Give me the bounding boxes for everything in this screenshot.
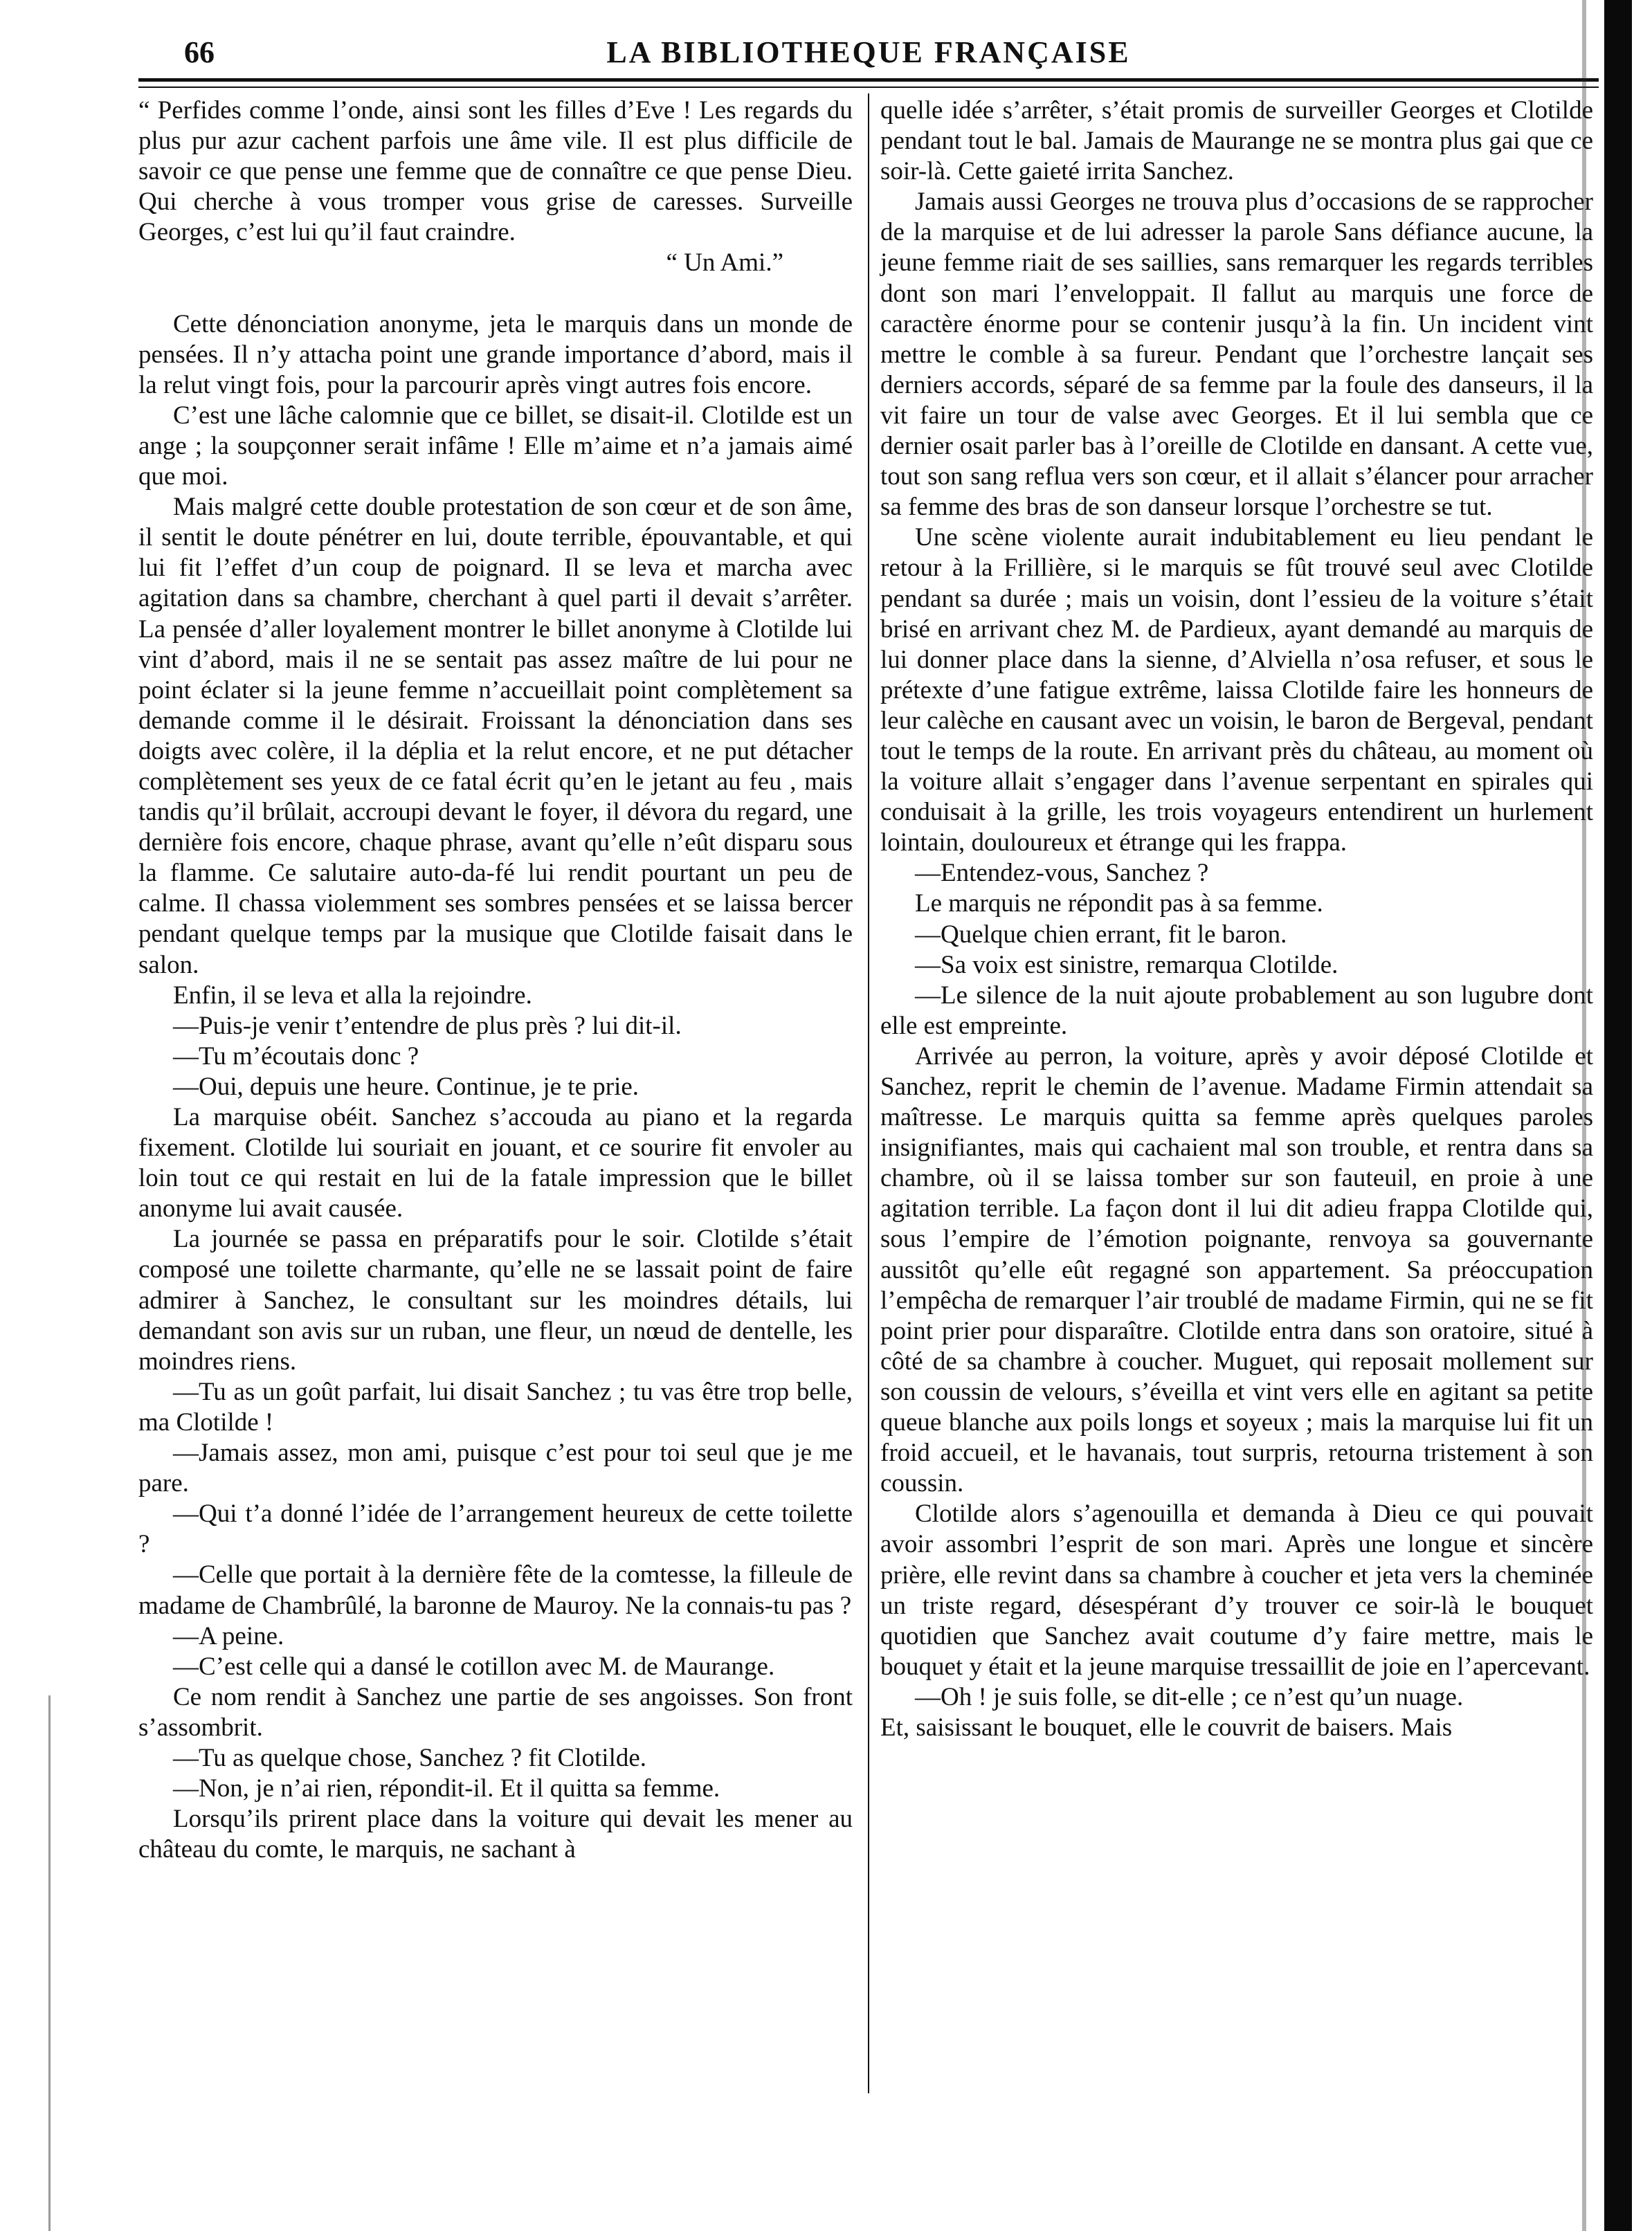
paragraph: La journée se passa en préparatifs pour le soir. Clotilde s’était composé une toilette charmante, qu’elle ne se lassait point de faire admirer à Sanchez, le consultant sur les moindres détails, lui demandant son avis sur un ruban, une fleur, un nœud de dentelle, les moindres riens.	[138, 1225, 853, 1376]
dialogue-line: —Non, je n’ai rien, répondit-il. Et il quitta sa femme.	[173, 1774, 720, 1803]
paragraph: Enfin, il se leva et alla la rejoindre.	[173, 981, 532, 1010]
page-number: 66	[184, 35, 215, 69]
header-rule-thin	[138, 86, 1599, 88]
dialogue-line: —Tu as un goût parfait, lui disait Sanchez ; tu vas être trop belle, ma Clotilde !	[138, 1377, 853, 1437]
signature: “ Un Ami.”	[666, 248, 783, 277]
right-column	[880, 95, 1593, 1743]
page-header	[138, 33, 1599, 75]
dialogue-line: —Oui, depuis une heure. Continue, je te prie.	[173, 1072, 639, 1101]
dialogue-line: —Puis-je venir t’entendre de plus près ? lui dit-il.	[173, 1011, 682, 1040]
paragraph: Lorsqu’ils prirent place dans la voiture qui devait les mener au château du comte, le marquis, ne sachant à	[138, 1805, 853, 1864]
dialogue-line: —A peine.	[173, 1621, 284, 1650]
dialogue-line: —Tu m’écoutais donc ?	[173, 1041, 419, 1071]
paragraph: Une scène violente aurait indubitablement eu lieu pendant le retour à la Frillière, si le marquis se fût trouvé seul avec Clotilde pendant sa durée ; mais un voisin, dont l’essieu de la voiture s’était brisé en arrivant chez M. de Pardieux, ayant demandé au marquis de lui donner place dans la sienne, d’Alviella n’osa refuser, et sous le prétexte d’une fatigue extrême, laissa Clotilde faire les honneurs de leur calèche en causant avec un voisin, le baron de Bergeval, pendant tout le temps de la route. En arrivant près du château, au moment où la voiture allait s’engager dans l’avenue serpentant en spirales qui conduisait à la grille, les trois voyageurs entendirent un hurlement lointain, douloureux et étrange qui les frappa.	[880, 523, 1593, 857]
dialogue-line: —C’est celle qui a dansé le cotillon avec M. de Maurange.	[173, 1652, 775, 1681]
dialogue-line: —Quelque chien errant, fit le baron.	[915, 920, 1287, 949]
scan-margin-line	[48, 1695, 51, 2231]
page-binding-edge	[1604, 0, 1632, 2231]
paragraph: Clotilde alors s’agenouilla et demanda à Dieu ce qui pouvait avoir assombri l’esprit de son mari. Après une longue et sincère prière, elle revint dans sa chambre à coucher et jeta vers la cheminée un triste regard, désespérant d’y trouver ce soir-là le bouquet quotidien que Sanchez avait coutume d’y faire mettre, mais le bouquet y était et la jeune marquise tressaillit de joie en l’apercevant.	[880, 1500, 1593, 1681]
paragraph: Cette dénonciation anonyme, jeta le marquis dans un monde de pensées. Il n’y attacha point une grande importance d’abord, mais il la relut vingt fois, pour la parcourir après vingt autres fois encore.	[138, 309, 853, 399]
header-rule-thick	[138, 78, 1599, 82]
paragraph: Ce nom rendit à Sanchez une partie de ses angoisses. Son front s’assombrit.	[138, 1682, 853, 1742]
column-divider	[868, 93, 869, 2093]
dialogue-line: —Entendez-vous, Sanchez ?	[915, 859, 1209, 888]
paragraph: La marquise obéit. Sanchez s’accouda au piano et la regarda fixement. Clotilde lui souriait en jouant, et ce sourire fit envoler au loin tout ce qui restait en lui de la fatale impression que le billet anonyme lui avait causée.	[138, 1103, 853, 1223]
dialogue-line: —Jamais assez, mon ami, puisque c’est pour toi seul que je me pare.	[138, 1439, 853, 1498]
dialogue-line: —Sa voix est sinistre, remarqua Clotilde.	[915, 950, 1338, 979]
paragraph: Jamais aussi Georges ne trouva plus d’occasions de se rapprocher de la marquise et de lui adresser la parole Sans défiance aucune, la jeune femme riait de ses saillies, sans remarquer les regards terribles dont son mari l’enveloppait. Il fallut au marquis une force de caractère énorme pour se contenir jusqu’à la fin. Un incident vint mettre le comble à sa fureur. Pendant que l’orchestre lançait ses derniers accords, séparé de sa femme par la foule des danseurs, il la vit faire un tour de valse avec Georges. Et il lui sembla que ce dernier osait parler bas à l’oreille de Clotilde en dansant. A cette vue, tout son sang reflua vers son cœur, et il allait s’élancer pour arracher sa femme des bras de son danseur lorsque l’orchestre se tut.	[880, 188, 1593, 522]
paragraph: Le marquis ne répondit pas à sa femme.	[915, 889, 1323, 918]
paragraph: C’est une lâche calomnie que ce billet, se disait-il. Clotilde est un ange ; la soupçonner serait infâme ! Elle m’aime et n’a jamais aimé que moi.	[138, 401, 853, 491]
dialogue-line: —Tu as quelque chose, Sanchez ? fit Clotilde.	[173, 1743, 647, 1772]
page-shadow	[1582, 0, 1586, 2231]
dialogue-line: —Le silence de la nuit ajoute probablement au son lugubre dont elle est empreinte.	[880, 981, 1593, 1040]
paragraph: Mais malgré cette double protestation de son cœur et de son âme, il sentit le doute pénétrer en lui, doute terrible, épouvantable, et qui lui fit l’effet d’un coup de poignard. Il se leva et marcha avec agitation dans sa chambre, cherchant à quel parti il devait s’arrêter. La pensée d’aller loyalement montrer le billet anonyme à Clotilde lui vint d’abord, mais il ne se sentait pas assez maître de lui pour ne point éclater si la jeune femme n’accueillait point complètement sa demande comme il le désirait. Froissant la dénonciation dans ses doigts avec colère, il la déplia et la relut encore, et ne put détacher complètement ses yeux de ce fatal écrit qu’en le jetant au feu , mais tandis qu’il brûlait, accroupi devant le foyer, il dévora du regard, une dernière fois encore, chaque phrase, avant qu’elle n’eût disparu sous la flamme. Ce salutaire auto-da-fé lui rendit pourtant un peu de calme. Il chassa violemment ses sombres pensées et se laissa bercer pendant quelque temps par la musique que Clotilde faisait dans le salon.	[138, 493, 853, 979]
dialogue-line: —Qui t’a donné l’idée de l’arrangement heureux de cette toilette ?	[138, 1500, 853, 1559]
page-title: LA BIBLIOTHEQUE FRANÇAISE	[606, 35, 1131, 69]
left-column	[138, 95, 853, 1865]
paragraph: quelle idée s’arrêter, s’était promis de surveiller Georges et Clotilde pendant tout le bal. Jamais de Maurange ne se montra plus gai que ce soir-là. Cette gaieté irrita Sanchez.	[880, 96, 1593, 186]
dialogue-line: —Oh ! je suis folle, se dit-elle ; ce n’est qu’un nuage.	[915, 1682, 1464, 1711]
paragraph: Arrivée au perron, la voiture, après y avoir déposé Clotilde et Sanchez, reprit le chemin de l’avenue. Madame Firmin attendait sa maîtresse. Le marquis quitta sa femme après quelques paroles insignifiantes, mais qui cachaient mal son trouble, et rentra dans sa chambre, où il se laissa tomber sur son fauteuil, en proie à une agitation terrible. La façon dont il lui dit adieu frappa Clotilde qui, sous l’empire de l’émotion poignante, renvoya sa gouvernante aussitôt qu’elle eût regagné son appartement. Sa préoccupation l’empêcha de remarquer l’air troublé de madame Firmin, qui ne se fit point prier pour disparaître. Clotilde entra dans son oratoire, situé à côté de sa chambre à coucher. Muguet, qui reposait mollement sur son coussin de velours, s’éveilla et vint vers elle en agitant sa petite queue blanche aux poils longs et soyeux ; mais la marquise lui fit un froid accueil, et le havanais, tout surpris, retourna tristement à son coussin.	[880, 1041, 1593, 1498]
dialogue-line: —Celle que portait à la dernière fête de la comtesse, la filleule de madame de Chambrûlé, la baronne de Mauroy. Ne la connais-tu pas ?	[138, 1560, 853, 1620]
paragraph: “ Perfides comme l’onde, ainsi sont les filles d’Eve ! Les regards du plus pur azur cachent parfois une âme vile. Il est plus difficile de savoir ce que pense une femme que de connaître ce que pense Dieu. Qui cherche à vous tromper vous grise de caresses. Surveille Georges, c’est lui qu’il faut craindre.	[138, 96, 853, 247]
paragraph: Et, saisissant le bouquet, elle le couvrit de baisers. Mais	[880, 1713, 1453, 1742]
